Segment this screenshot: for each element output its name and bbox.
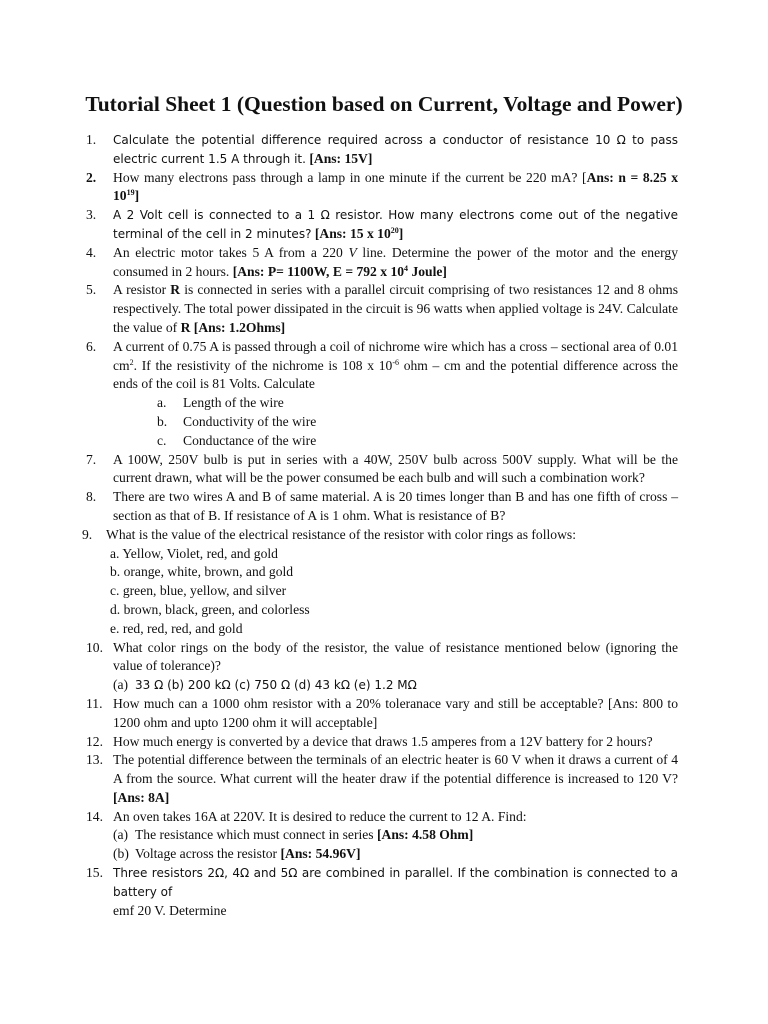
question-number: 7. bbox=[86, 451, 97, 467]
question-text: Calculate the potential difference required across a conductor of resistance 10 Ω to pass electric current 1.5 A through it. bbox=[113, 133, 678, 166]
option-label: (a) bbox=[113, 677, 129, 693]
sub-item bbox=[113, 413, 678, 432]
question-number: 6. bbox=[86, 338, 97, 354]
option-item: d. brown, black, green, and colorless bbox=[110, 601, 310, 617]
variable-r: R bbox=[170, 282, 181, 298]
answer: [Ans: 15V] bbox=[309, 150, 373, 166]
sub-item bbox=[113, 826, 678, 845]
question-2 bbox=[86, 169, 678, 207]
question-text: A resistor bbox=[113, 282, 167, 298]
question-number: 14. bbox=[86, 808, 103, 824]
question-10 bbox=[86, 639, 678, 695]
option-values: 33 Ω (b) 200 kΩ (c) 750 Ω (d) 43 kΩ (e) 1.2 MΩ bbox=[135, 678, 417, 693]
question-text: A 100W, 250V bulb is put in series with a 40W, 250V bulb across 500V supply. What will be the current drawn, what will be the power consumed be each bulb and will such a combination work? bbox=[113, 451, 678, 486]
question-number: 1. bbox=[86, 132, 97, 147]
question-13 bbox=[86, 751, 678, 807]
exponent: 20 bbox=[390, 225, 399, 235]
question-number: 2. bbox=[86, 169, 97, 185]
question-number: 15. bbox=[86, 865, 103, 881]
question-text: How much can a 1000 ohm resistor with a 20% toleranace vary and still be acceptable? [Ans: 800 to 1200 ohm and upto 1200 ohm it will acceptable] bbox=[113, 695, 678, 730]
sub-item bbox=[113, 845, 678, 864]
question-14 bbox=[86, 808, 678, 864]
sub-item-label: a. bbox=[157, 395, 167, 411]
option-line bbox=[113, 676, 678, 695]
question-text: An electric motor takes 5 A from a 220 bbox=[113, 244, 343, 260]
answer bbox=[315, 226, 403, 241]
answer-text: [Ans: P= 1100W, E = 792 x 10 bbox=[232, 263, 405, 279]
question-text: A current of 0.75 A is passed through a coil of nichrome wire which has a cross – sectional area of 0.01 cm bbox=[113, 338, 678, 373]
question-4 bbox=[86, 244, 678, 282]
question-9 bbox=[82, 526, 678, 639]
sub-item-text: Conductivity of the wire bbox=[183, 413, 317, 429]
question-number: 5. bbox=[86, 282, 97, 298]
sub-item-text: Conductance of the wire bbox=[183, 432, 317, 448]
answer: [Ans: 8A] bbox=[113, 789, 170, 805]
question-text: What is the value of the electrical resistance of the resistor with color rings as follows: bbox=[106, 526, 576, 542]
exponent: 2 bbox=[129, 357, 134, 367]
question-text-cont: emf 20 V. Determine bbox=[113, 902, 227, 918]
option-item: a. Yellow, Violet, red, and gold bbox=[110, 545, 278, 561]
sub-item bbox=[113, 432, 678, 451]
question-text: How many electrons pass through a lamp in one minute if the current be 220 mA? [ bbox=[113, 169, 587, 185]
sub-item-label: (a) bbox=[113, 827, 129, 843]
question-number: 11. bbox=[86, 695, 103, 711]
option-item: e. red, red, red, and gold bbox=[110, 620, 243, 636]
question-7 bbox=[86, 451, 678, 489]
question-number: 13. bbox=[86, 752, 103, 768]
question-6 bbox=[86, 338, 678, 451]
exponent: 4 bbox=[404, 263, 409, 273]
question-number: 9. bbox=[82, 526, 93, 542]
question-number: 12. bbox=[86, 733, 103, 749]
answer-close: Joule] bbox=[408, 263, 447, 279]
question-text: There are two wires A and B of same material. A is 20 times longer than B and has one fifth of cross – section as that of B. If resistance of A is 1 ohm. What is resistance of B? bbox=[113, 489, 678, 523]
question-text-cont: is connected in series with a parallel circuit comprising of two resistances 12 and 8 ohms respectively. The total power dissipated in the circuit is 96 watts when applied voltage is 24V. Calculate the value of bbox=[113, 282, 679, 335]
answer-close: ] bbox=[134, 188, 140, 204]
option-item: b. orange, white, brown, and gold bbox=[110, 564, 294, 580]
question-text: A 2 Volt cell is connected to a 1 Ω resistor. How many electrons come out of the negative terminal of the cell in 2 minutes? bbox=[113, 208, 678, 241]
answer: [Ans: 54.96V] bbox=[280, 846, 361, 862]
question-number: 8. bbox=[86, 489, 97, 505]
question-text: How much energy is converted by a device that draws 1.5 amperes from a 12V battery for 2 hours? bbox=[113, 733, 653, 749]
sub-item-text: Length of the wire bbox=[183, 395, 284, 411]
question-text-cont: line. Determine the power of the motor and the energy consumed in 2 hours. bbox=[113, 244, 679, 279]
question-1 bbox=[86, 131, 678, 169]
exponent: -6 bbox=[392, 357, 399, 367]
answer-text: Ans: n = 8.25 x 10 bbox=[113, 169, 679, 204]
sub-item-label: b. bbox=[157, 413, 168, 429]
page-title: Tutorial Sheet 1 (Question based on Current, Voltage and Power) bbox=[85, 92, 683, 116]
sub-item-text: Voltage across the resistor bbox=[135, 846, 281, 862]
question-11 bbox=[86, 695, 678, 733]
option-item: c. green, blue, yellow, and silver bbox=[110, 583, 287, 599]
question-8 bbox=[86, 488, 678, 526]
question-15 bbox=[86, 864, 678, 920]
answer-text: [Ans: 15 x 10 bbox=[314, 225, 391, 241]
question-text-end: ohm – cm and the potential difference across the ends of the coil is 81 Volts. Calculate bbox=[113, 357, 679, 392]
question-12 bbox=[86, 733, 678, 752]
sub-item bbox=[113, 394, 678, 413]
sub-item-text: The resistance which must connect in series bbox=[135, 827, 374, 843]
question-text: An oven takes 16A at 220V. It is desired to reduce the current to 12 A. Find: bbox=[113, 808, 527, 824]
answer bbox=[233, 264, 447, 279]
exponent: 19 bbox=[126, 188, 135, 198]
sub-item-label: c. bbox=[157, 432, 167, 448]
answer-close: ] bbox=[398, 225, 404, 241]
unit-v: V bbox=[348, 244, 357, 260]
question-text-cont: . If the resistivity of the nichrome is 108 x 10 bbox=[133, 357, 393, 373]
question-number: 3. bbox=[86, 207, 97, 223]
question-3 bbox=[86, 206, 678, 244]
sub-item-label: (b) bbox=[113, 846, 129, 862]
question-text: Three resistors 2Ω, 4Ω and 5Ω are combined in parallel. If the combination is connected to a battery of bbox=[113, 866, 678, 899]
question-text: The potential difference between the terminals of an electric heater is 60 V when it draws a current of 4 A from the source. What current will the heater draw if the potential difference is increased to 120 V? bbox=[113, 752, 678, 787]
question-text: What color rings on the body of the resistor, the value of resistance mentioned below (ignoring the value of tolerance)? bbox=[113, 639, 678, 674]
question-5 bbox=[86, 281, 678, 337]
question-list bbox=[82, 131, 679, 920]
question-number: 4. bbox=[86, 244, 97, 260]
answer: [Ans: 4.58 Ohm] bbox=[376, 827, 474, 843]
answer: R [Ans: 1.2Ohms] bbox=[180, 319, 286, 335]
question-number: 10. bbox=[86, 639, 103, 655]
